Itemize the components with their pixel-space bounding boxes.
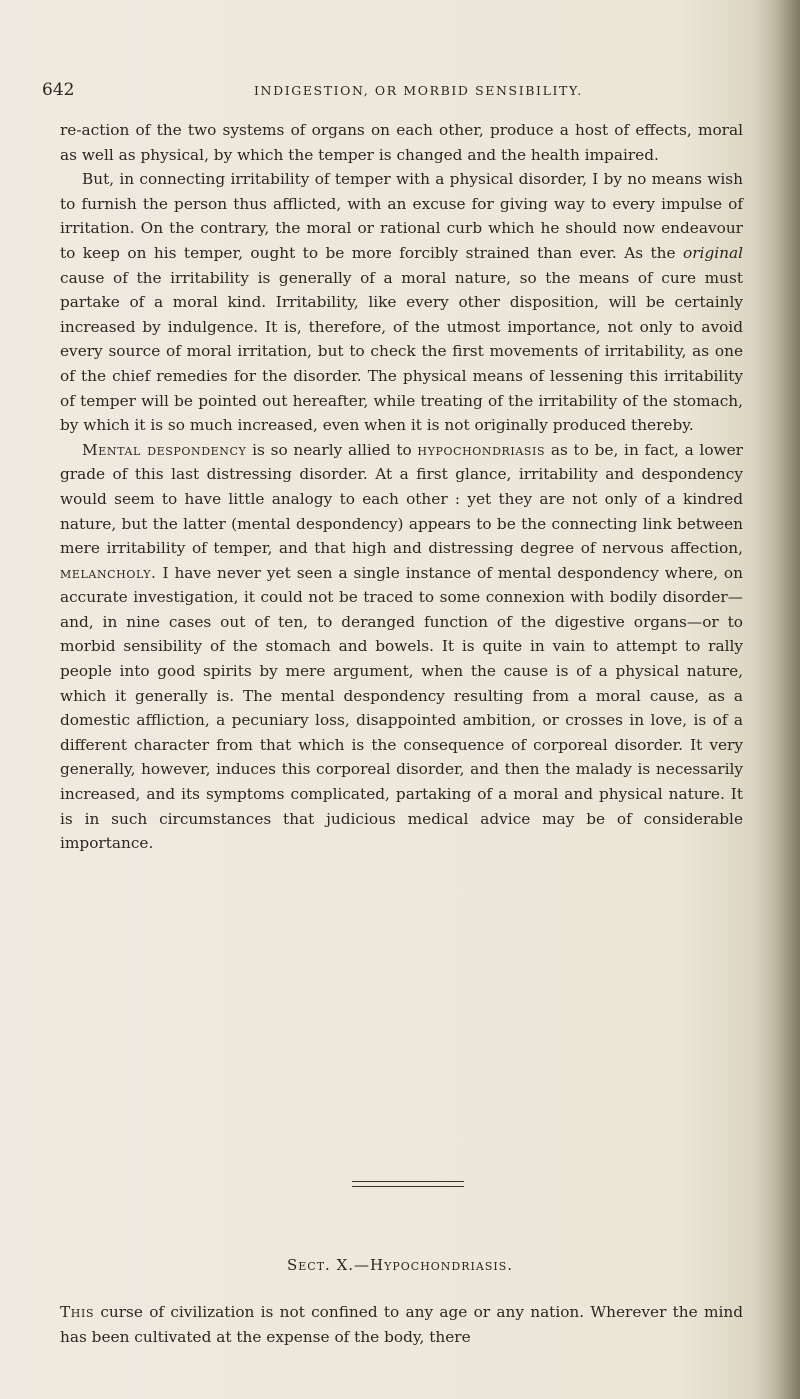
paragraph-3-text-b: as to be, in fact, a lower grade of this last distressing disorder. At a first glance, irritability and despondency would seem to have little analogy to each other : yet they are not only of a kindred nature, but the latter (mental despondency) appears to be the connecting link between mere irritability of temper, and that high and distressing degree of nervous affection, [60,440,743,558]
melancholy-term: melancholy. [60,563,157,582]
paragraph-2-text-b: cause of the irritability is generally of a moral nature, so the means of cure must partake of a moral kind. Irritability, like every other disposition, will be certainly increased by indulgence. It is, therefore, of the utmost importance, not only to avoid every source of moral irritation, but to check the first movements of irritability, as one of the chief remedies for the disorder. The physical means of lessening this irritability of temper will be pointed out hereafter, while treating of the irritability of the stomach, by which it is so much increased, even when it is not originally produced thereby. [60,268,743,435]
paragraph-2-text-a: But, in connecting irritability of temper with a physical disorder, I by no means wish to furnish the person thus afflicted, with an excuse for giving way to every impulse of irritation. On the contrary, the moral or rational curb which he should now endeavour to keep on his temper, ought to be more forcibly strained than ever. As the [60,170,743,262]
paragraph-1: re-action of the two systems of organs on each other, produce a host of effects, moral as well as physical, by which the temper is changed and the health impaired. [60,121,743,164]
italic-original: original [683,243,743,262]
page-edge-shadow [752,0,800,1399]
running-title: INDIGESTION, OR MORBID SENSIBILITY. [254,83,583,98]
section-x-paragraph [60,1300,743,1349]
this-lead: This [60,1303,95,1321]
section-divider [352,1181,464,1187]
paragraph-3-text-a: is so nearly allied to [246,440,418,459]
paragraph-2 [60,167,743,438]
hypochondriasis-term: hypochondriasis [417,440,546,459]
paragraph-3 [60,438,743,856]
section-x-paragraph-text: curse of civilization is not confined to any age or any nation. Wherever the mind has been cultivated at the expense of the body, there [60,1303,743,1346]
mental-despondency-lead: Mental despondency [82,440,247,459]
paragraph-3-text-c: I have never yet seen a single instance of mental despondency where, on accurate investigation, it could not be traced to some connexion with bodily disorder—and, in nine cases out of ten, to deranged function of the digestive organs—or to morbid sensibility of the stomach and bowels. It is quite in vain to attempt to rally people into good spirits by mere argument, when the cause is of a physical nature, which it generally is. The mental despondency resulting from a moral cause, as a domestic affliction, a pecuniary loss, disappointed ambition, or crosses in love, is of a different character from that which is the consequence of corporeal disorder. It very generally, however, induces this corporeal disorder, and then the malady is necessarily increased, and its symptoms complicated, partaking of a moral and physical nature. It is in such circumstances that judicious medical advice may be of considerable importance. [60,563,743,853]
body-text [60,118,743,856]
section-x-text [60,1300,743,1349]
section-heading: Sect. X.—Hypochondriasis. [286,1256,514,1274]
page-header [42,80,762,102]
page-number: 642 [42,80,75,100]
